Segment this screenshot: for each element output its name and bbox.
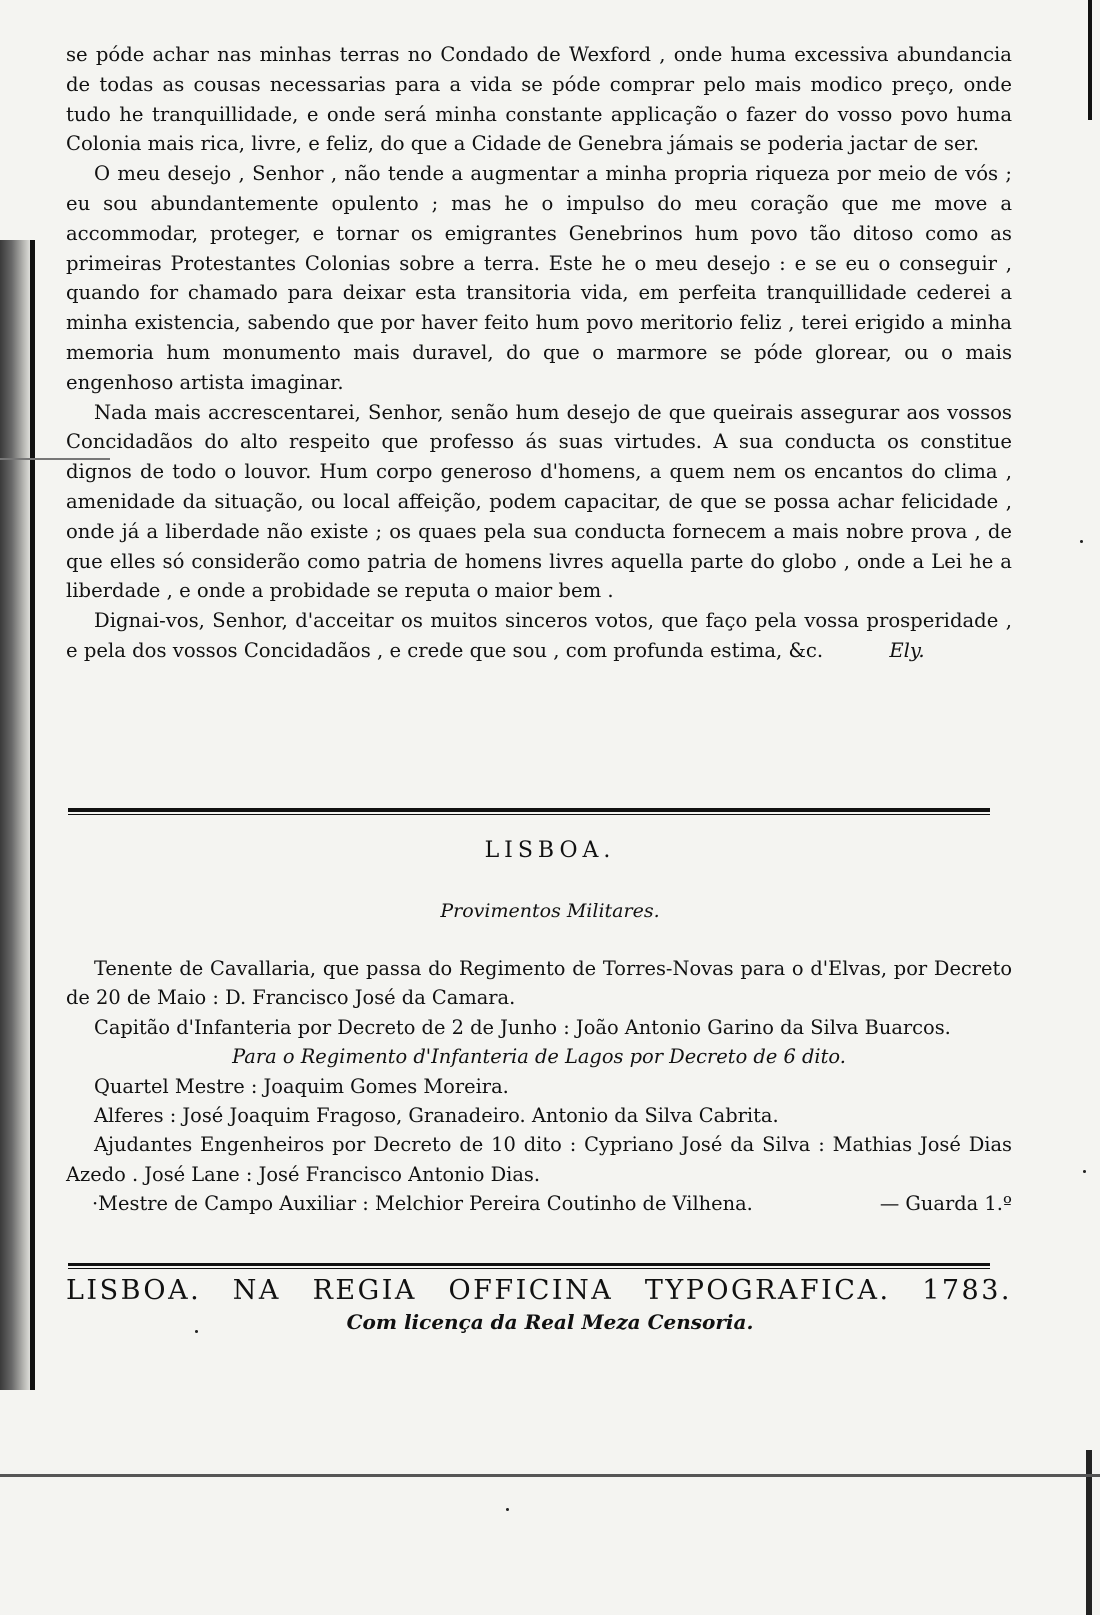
section-heading: LISBOA. <box>484 838 616 863</box>
ink-speck <box>506 1508 509 1511</box>
fold-line <box>0 1474 1100 1477</box>
signature: Ely. <box>889 638 925 662</box>
letter-paragraph <box>66 606 1012 666</box>
ink-speck <box>1083 1170 1086 1173</box>
license-line: Com licença da Real Meza Censoria. <box>346 1310 754 1334</box>
appointment-text: ·Mestre de Campo Auxiliar : Melchior Pereira Coutinho de Vilhena. <box>92 1192 753 1216</box>
letter-text <box>66 40 1012 666</box>
section-divider <box>68 808 990 815</box>
section-subheading: Provimentos Militares. <box>440 900 660 922</box>
page-edge-line <box>30 240 35 1390</box>
ink-speck <box>1080 540 1083 543</box>
letter-paragraph: se póde achar nas minhas terras no Condado de Wexford , onde huma excessiva abundancia de todas as cousas necessarias para a vida se póde comprar pelo mais modico preço, onde tudo he tranquillidade, e onde será minha constante applicação o fazer do vosso povo huma Colonia mais rica, livre, e feliz, do que a Cidade de Genebra jámais se poderia jactar de ser. <box>66 43 1012 156</box>
right-edge-mark <box>1088 0 1092 120</box>
appointment-entry: Quartel Mestre : Joaquim Gomes Moreira. <box>94 1074 509 1098</box>
binding-shadow <box>0 240 34 1390</box>
appointment-entry: Capitão d'Infanteria por Decreto de 2 de Junho : João Antonio Garino da Silva Buarcos. <box>94 1015 951 1039</box>
letter-paragraph: O meu desejo , Senhor , não tende a augmentar a minha propria riqueza por meio de vós ; eu sou abundantemente opulento ; mas he o impulso do meu coração que me move a accommodar, proteger, e tornar os emigrantes Genebrinos hum povo tão ditoso como as primeiras Protestantes Colonias sobre a terra. Este he o meu desejo : e se eu o conseguir , quando for chamado para deixar esta transitoria vida, em perfeita tranquillidade cederei a minha existencia, sabendo que por haver feito hum povo meritorio feliz , terei erigido a minha memoria hum monumento mais duravel, do que o marmore se póde glorear, ou o mais engenhoso artista imaginar. <box>66 162 1012 394</box>
appointment-entry: Ajudantes Engenheiros por Decreto de 10 dito : Cypriano José da Silva : Mathias José Dias Azedo . José Lane : José Francisco Antonio Dias. <box>66 1133 1012 1186</box>
letter-paragraph: Nada mais accrescentarei, Senhor, senão hum desejo de que queirais assegurar aos vossos Concidadãos do alto respeito que professo ás suas virtudes. A sua conducta os constitue dignos de todo o louvor. Hum corpo generoso d'homens, a quem nem os encantos do clima , amenidade da situação, ou local affeição, podem capacitar, de que se possa achar felicidade , onde já a liberdade não existe ; os quaes pela sua conducta fornecem a mais nobre prova , de que elles só considerão como patria de homens livres aquella parte do globo , onde a Lei he a liberdade , e onde a probidade se reputa o maior bem . <box>66 400 1012 603</box>
appointments-list <box>66 954 1012 1219</box>
imprint-line: LISBOA. NA REGIA OFFICINA TYPOGRAFICA. 1783. <box>66 1275 1012 1306</box>
appointment-entry: Tenente de Cavallaria, que passa do Regimento de Torres-Novas para o d'Elvas, por Decreto de 20 de Maio : D. Francisco José da Camara. <box>66 957 1012 1010</box>
catchword: — Guarda 1.º <box>879 1192 1012 1216</box>
appointment-entry <box>66 1189 1012 1218</box>
appointment-entry: Alferes : José Joaquim Fragoso, Granadeiro. Antonio da Silva Cabrita. <box>94 1104 779 1128</box>
footer-divider <box>68 1263 990 1269</box>
appointment-subheading: Para o Regimento d'Infanteria de Lagos por Decreto de 6 dito. <box>232 1045 846 1069</box>
closing-text: Dignai-vos, Senhor, d'acceitar os muitos sinceros votos, que faço pela vossa prosperidade , e pela dos vossos Concidadãos , e crede que sou , com profunda estima, &c. <box>66 609 1012 662</box>
